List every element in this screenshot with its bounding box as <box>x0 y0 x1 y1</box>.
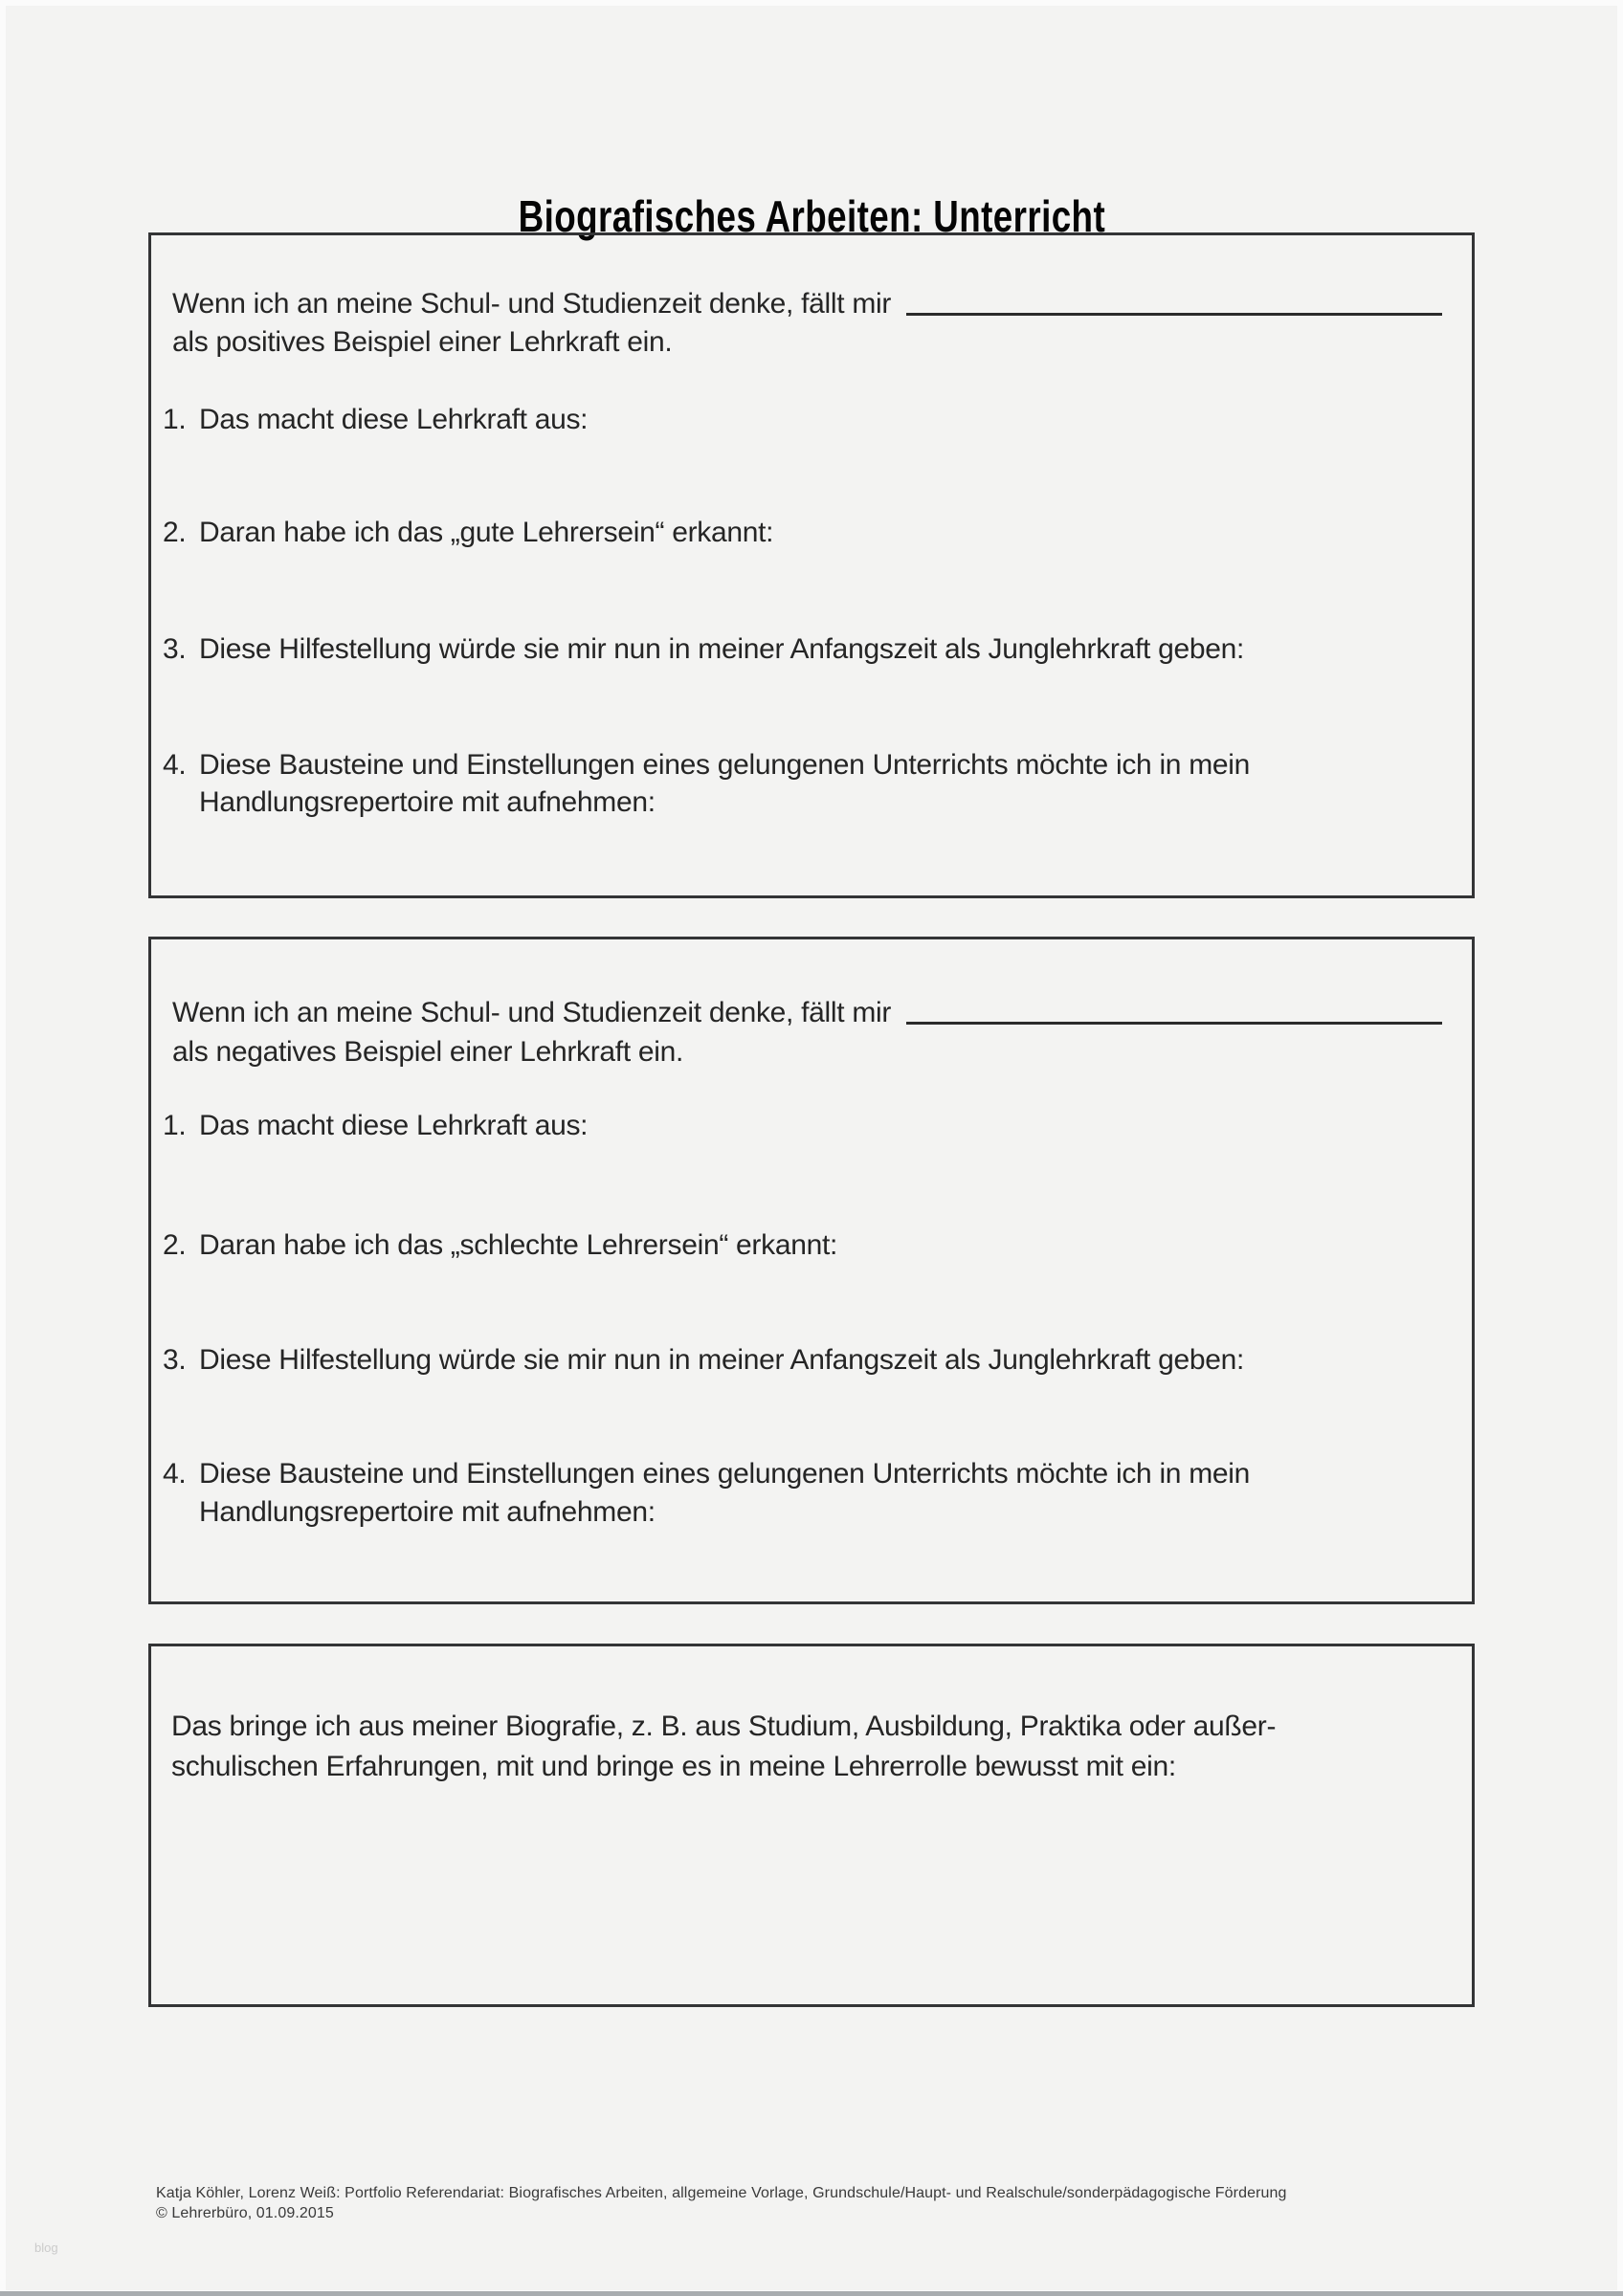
item-number: 2. <box>163 1229 187 1261</box>
intro-line-2: als positives Beispiel einer Lehrkraft ein. <box>172 326 673 358</box>
item-text: Diese Hilfestellung würde sie mir nun in meiner Anfangszeit als Junglehrkraft geben: <box>199 633 1245 665</box>
question-item-4 <box>163 1457 1250 1490</box>
item-text: Das macht diese Lehrkraft aus: <box>199 404 589 435</box>
item-text: Das macht diese Lehrkraft aus: <box>199 1110 589 1141</box>
item-number: 3. <box>163 1344 187 1376</box>
item-number: 4. <box>163 749 187 781</box>
item-text: Diese Bausteine und Einstellungen eines gelungenen Unterrichts möchte ich in mein <box>199 749 1251 781</box>
item-number: 2. <box>163 517 187 548</box>
question-item-4-continuation: Handlungsrepertoire mit aufnehmen: <box>199 1496 656 1528</box>
watermark-text: blog <box>34 2241 58 2255</box>
item-number: 4. <box>163 1458 187 1490</box>
item-number: 3. <box>163 633 187 665</box>
item-number: 1. <box>163 1110 187 1141</box>
footer-credit-line: Katja Köhler, Lorenz Weiß: Portfolio Referendariat: Biografisches Arbeiten, allgemeine Vorlage, Grundschule/Haupt- und Realschule/sonderpädagogische Förderung <box>156 2185 1287 2201</box>
biography-line-1: Das bringe ich aus meiner Biografie, z. B. aus Studium, Ausbildung, Praktika oder außer- <box>171 1711 1277 1742</box>
item-text: Daran habe ich das „schlechte Lehrersein“ erkannt: <box>199 1229 838 1261</box>
question-item-4 <box>163 748 1250 782</box>
footer <box>156 2183 1287 2223</box>
question-item-4-continuation: Handlungsrepertoire mit aufnehmen: <box>199 786 656 818</box>
item-text: Diese Hilfestellung würde sie mir nun in meiner Anfangszeit als Junglehrkraft geben: <box>199 1344 1245 1376</box>
question-item-1 <box>163 403 588 436</box>
question-item-3 <box>163 632 1244 666</box>
page-title-text: Biografisches Arbeiten: Unterricht <box>518 190 1105 241</box>
question-item-2 <box>163 516 773 549</box>
intro-line-2: als negatives Beispiel einer Lehrkraft ein. <box>172 1036 684 1068</box>
fill-in-line <box>906 313 1442 316</box>
intro-line-1 <box>172 287 1469 320</box>
biography-box <box>148 1644 1475 2007</box>
fill-in-line <box>906 1022 1442 1025</box>
scan-edge-bar <box>0 2291 1623 2296</box>
intro-text: Wenn ich an meine Schul- und Studienzeit denke, fällt mir <box>172 997 892 1028</box>
item-text: Diese Bausteine und Einstellungen eines gelungenen Unterrichts möchte ich in mein <box>199 1458 1251 1490</box>
item-number: 1. <box>163 404 187 435</box>
form-box-negative <box>148 937 1475 1604</box>
intro-text: Wenn ich an meine Schul- und Studienzeit denke, fällt mir <box>172 288 892 320</box>
footer-copyright: © Lehrerbüro, 01.09.2015 <box>156 2205 334 2221</box>
intro-line-1 <box>172 996 1469 1029</box>
question-item-3 <box>163 1343 1244 1377</box>
biography-line-2: schulischen Erfahrungen, mit und bringe es in meine Lehrerrolle bewusst mit ein: <box>171 1751 1176 1782</box>
question-item-2 <box>163 1228 837 1262</box>
question-item-1 <box>163 1109 588 1142</box>
form-box-positive <box>148 232 1475 898</box>
item-text: Daran habe ich das „gute Lehrersein“ erkannt: <box>199 517 774 548</box>
